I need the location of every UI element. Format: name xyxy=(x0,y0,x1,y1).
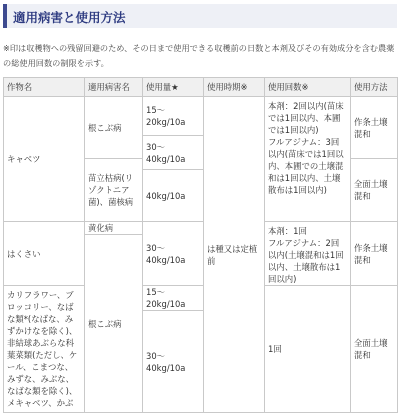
crop-cell: はくさい xyxy=(4,222,85,286)
count-cell: 本剤：2回以内(苗床では1回以内、本圃では1回以内) フルアジナム：3回以内(苗床では1回以内、本圃での土壌混和は1回以内、土壌散布は1回以内) xyxy=(265,97,351,222)
amount-cell: 30～40kg/10a xyxy=(143,222,204,286)
table-row xyxy=(4,286,398,311)
count-cell: 1回 xyxy=(265,286,351,413)
usage-note: ※印は収穫物への残留回避のため、その日まで使用できる収穫前の日数と本剤及びその有効成分を含む農薬の総使用回数の制限を示す。 xyxy=(3,43,395,68)
header-method: 使用方法 xyxy=(351,78,398,97)
header-crop: 作物名 xyxy=(4,78,85,97)
header-count: 使用回数※ xyxy=(265,78,351,97)
table-header-row xyxy=(4,78,398,97)
disease-cell: 根こぶ病 xyxy=(85,97,143,159)
table-row xyxy=(4,222,398,235)
crop-cell: カリフラワー、ブロッコリー、なばな類*(なばな、みずかけなを除く)、非結球あぶらな科葉菜類(ただし、ケール、こまつな、みずな、みぶな、なばな類を除く)、メキャベツ、かぶ xyxy=(4,286,85,413)
usage-table xyxy=(3,77,398,413)
amount-cell: 15～20kg/10a xyxy=(143,97,204,136)
disease-cell: 苗立枯病(リゾクトニア菌)、菌核病 xyxy=(85,159,143,222)
timing-cell: は種又は定植前 xyxy=(204,97,265,413)
crop-cell: キャベツ xyxy=(4,97,85,222)
amount-cell: 30～40kg/10a xyxy=(143,136,204,170)
amount-cell: 30～40kg/10a xyxy=(143,311,204,413)
method-cell: 作条土壌混和 xyxy=(351,222,398,286)
disease-cell: 黄化病 xyxy=(85,222,143,235)
amount-cell: 15～20kg/10a xyxy=(143,286,204,311)
header-amount: 使用量★ xyxy=(143,78,204,97)
method-cell: 作条土壌混和 xyxy=(351,97,398,159)
method-cell: 全面土壌混和 xyxy=(351,286,398,413)
header-disease: 適用病害名 xyxy=(85,78,143,97)
header-timing: 使用時期※ xyxy=(204,78,265,97)
section-title-bar xyxy=(3,4,397,28)
method-cell: 全面土壌混和 xyxy=(351,159,398,222)
count-cell: 本剤：1回 フルアジナム：2回以内(土壌混和は1回以内、土壌散布は1回以内) xyxy=(265,222,351,286)
table-row xyxy=(4,97,398,136)
section-title: 適用病害と使用方法 xyxy=(13,10,126,25)
disease-cell: 根こぶ病 xyxy=(85,235,143,413)
amount-cell: 40kg/10a xyxy=(143,170,204,222)
